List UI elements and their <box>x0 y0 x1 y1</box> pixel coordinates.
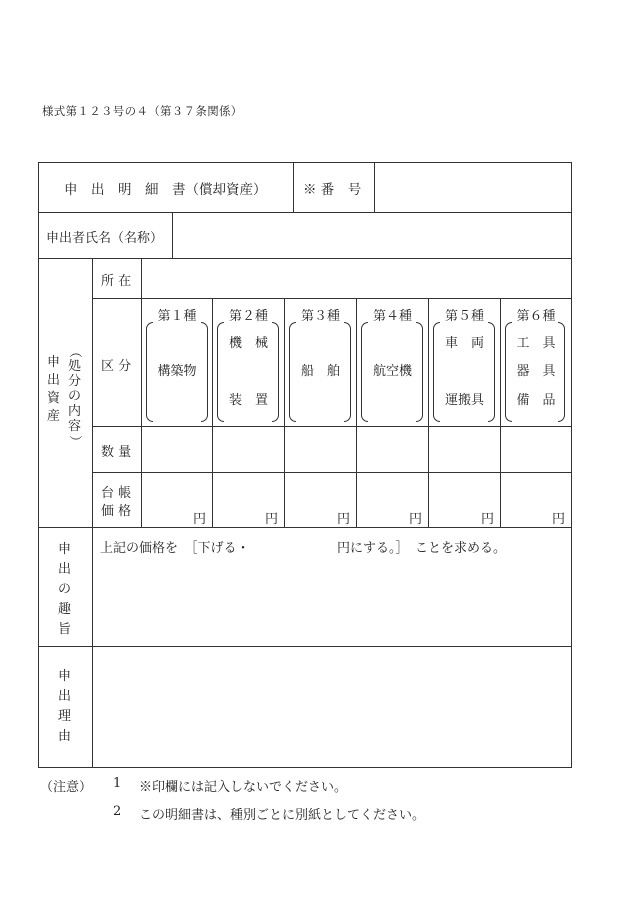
yen-mark: 円 <box>481 512 495 527</box>
yen-mark: 円 <box>552 512 566 527</box>
quantity-field-2[interactable] <box>213 427 284 472</box>
rule <box>571 162 572 768</box>
yen-mark: 円 <box>265 512 279 527</box>
reason-label: 申 出 理 由 <box>58 669 72 744</box>
category-5-name-2: 運搬具 <box>444 393 484 408</box>
purpose-label: 申 出 の 趣 旨 <box>58 542 72 637</box>
quantity-field-6[interactable] <box>501 427 571 472</box>
category-1-head: 第１種 <box>157 309 197 324</box>
reason-field[interactable] <box>93 647 571 767</box>
notes-heading: （注意） <box>40 780 93 795</box>
disposal-content-label: （ 処 分 の 内 容 ） <box>67 344 83 449</box>
number-label: ※ 番 号 <box>303 182 362 198</box>
category-2-head: 第２種 <box>228 309 268 324</box>
yen-mark: 円 <box>337 512 351 527</box>
number-field[interactable] <box>375 163 571 212</box>
category-2-name-2: 装 置 <box>228 393 268 408</box>
category-label: 区 分 <box>101 359 132 374</box>
note-1-number: 1 <box>113 776 122 791</box>
category-2-name-1: 機 械 <box>228 336 268 351</box>
quantity-label: 数 量 <box>101 445 132 460</box>
quantity-field-4[interactable] <box>357 427 428 472</box>
note-1-text: ※印欄には記入しないでください。 <box>139 780 348 795</box>
category-3-head: 第３種 <box>300 309 340 324</box>
form-id: 様式第１２３号の４（第３７条関係） <box>42 104 243 118</box>
rule <box>38 527 572 528</box>
category-5-head: 第５種 <box>444 309 484 324</box>
rule <box>38 767 572 768</box>
category-4-name: 航空機 <box>372 364 412 379</box>
category-6-name-2: 器 具 <box>516 364 556 379</box>
rule <box>356 298 357 527</box>
category-6-head: 第６種 <box>516 309 556 324</box>
rule <box>293 162 294 212</box>
category-3-name: 船 舶 <box>300 364 340 379</box>
category-6-name-3: 備 品 <box>516 393 556 408</box>
location-field[interactable] <box>142 259 571 298</box>
purpose-text-a: 上記の価格を ［下げる・ <box>100 541 250 556</box>
category-5-name-1: 車 両 <box>444 336 484 351</box>
note-2-text: この明細書は、種別ごとに別紙としてください。 <box>139 808 426 823</box>
location-label: 所 在 <box>101 274 132 289</box>
purpose-text-b: 円にする。］ ことを求める。 <box>337 541 507 556</box>
rule <box>284 298 285 527</box>
quantity-field-1[interactable] <box>142 427 212 472</box>
price-field[interactable] <box>262 535 334 553</box>
quantity-field-5[interactable] <box>429 427 500 472</box>
yen-mark: 円 <box>409 512 423 527</box>
quantity-field-3[interactable] <box>285 427 356 472</box>
asset-section-label: 申 出 資 産 <box>47 355 61 424</box>
rule <box>38 162 39 768</box>
ledger-value-label-2: 価 格 <box>101 504 132 519</box>
applicant-name-field[interactable] <box>173 213 571 258</box>
category-6-name-1: 工 具 <box>516 336 556 351</box>
yen-mark: 円 <box>193 512 207 527</box>
category-4-head: 第４種 <box>372 309 412 324</box>
ledger-value-label: 台 帳 <box>101 486 132 501</box>
applicant-label: 申出者氏名（名称） <box>46 231 164 246</box>
note-2-number: 2 <box>113 804 122 819</box>
form-title: 申 出 明 細 書（償却資産） <box>64 182 267 198</box>
category-1-name: 構築物 <box>157 364 197 379</box>
